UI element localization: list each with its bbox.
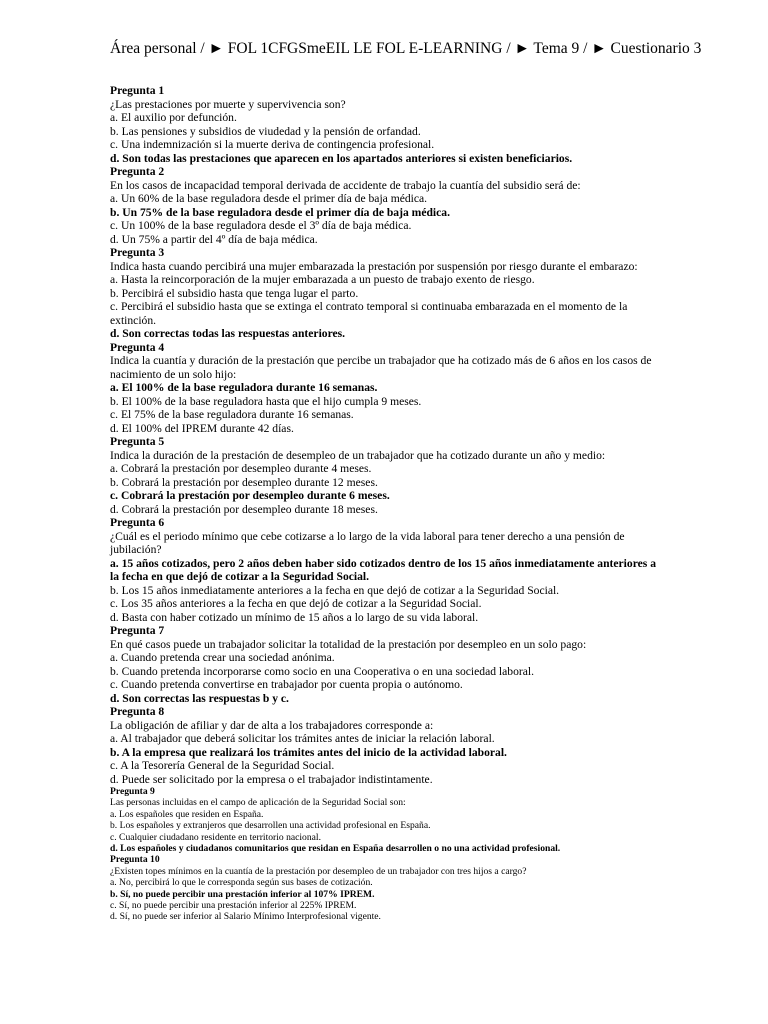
question-title: Pregunta 3 <box>110 246 165 259</box>
quiz-questions <box>110 84 662 923</box>
question-text: Indica la cuantía y duración de la prestación que percibe un trabajador que ha cotizado más de 6 años en los casos de nacimiento de un solo hijo: <box>110 354 652 381</box>
question-text: La obligación de afiliar y dar de alta a los trabajadores corresponde a: <box>110 718 434 732</box>
question-title: Pregunta 10 <box>110 854 160 866</box>
correct-answer-option: b. Un 75% de la base reguladora desde el primer día de baja médica. <box>110 205 450 219</box>
answer-option: d. El 100% del IPREM durante 42 días. <box>110 421 294 435</box>
question-6 <box>110 516 662 624</box>
question-title: Pregunta 1 <box>110 84 165 97</box>
correct-answer-option: a. El 100% de la base reguladora durante 16 semanas. <box>110 381 378 394</box>
answer-option: a. Un 60% de la base reguladora desde el primer día de baja médica. <box>110 192 428 205</box>
answer-option: b. Cuando pretenda incorporarse como socio en una Cooperativa o en una sociedad laboral. <box>110 664 534 678</box>
question-text: Indica la duración de la prestación de desempleo de un trabajador que ha cotizado durante un año y medio: <box>110 448 606 462</box>
answer-option: b. El 100% de la base reguladora hasta que el hijo cumpla 9 meses. <box>110 394 422 408</box>
answer-option: d. Cobrará la prestación por desempleo durante 18 meses. <box>110 502 378 516</box>
answer-option: d. Un 75% a partir del 4º día de baja médica. <box>110 232 318 246</box>
answer-option: c. El 75% de la base reguladora durante 16 semanas. <box>110 408 354 421</box>
question-text: ¿Cuál es el periodo mínimo que cebe cotizarse a lo largo de la vida laboral para tener derecho a una pensión de jubilación? <box>110 529 625 556</box>
answer-option: b. Percibirá el subsidio hasta que tenga lugar el parto. <box>110 286 359 300</box>
question-title: Pregunta 2 <box>110 165 165 178</box>
answer-option: d. Basta con haber cotizado un mínimo de 15 años a lo largo de su vida laboral. <box>110 610 479 624</box>
correct-answer-option: c. Cobrará la prestación por desempleo durante 6 meses. <box>110 489 390 502</box>
answer-option: b. Cobrará la prestación por desempleo durante 12 meses. <box>110 475 378 489</box>
question-9 <box>110 786 662 854</box>
correct-answer-option: d. Son todas las prestaciones que aparecen en los apartados anteriores si existen beneficiarios. <box>110 151 573 165</box>
question-text: ¿Existen topes mínimos en la cuantía de la prestación por desempleo de un trabajador con tres hijos a cargo? <box>110 865 527 877</box>
breadcrumb: Área personal / ► FOL 1CFGSmeEIL LE FOL E-LEARNING / ► Tema 9 / ► Cuestionario 3 <box>110 40 702 57</box>
question-10 <box>110 854 662 922</box>
answer-option: a. No, percibirá lo que le corresponda según sus bases de cotización. <box>110 877 373 889</box>
question-3 <box>110 246 662 341</box>
answer-option: b. Las pensiones y subsidios de viudedad y la pensión de orfandad. <box>110 124 421 138</box>
question-7 <box>110 624 662 705</box>
answer-option: c. Un 100% de la base reguladora desde el 3º día de baja médica. <box>110 219 412 232</box>
question-title: Pregunta 6 <box>110 516 165 529</box>
correct-answer-option: a. 15 años cotizados, pero 2 años deben haber sido cotizados dentro de los 15 años inmediatamente anteriores a la fecha en que dejó de cotizar a la Seguridad Social. <box>110 556 656 583</box>
answer-option: a. Al trabajador que deberá solicitar los trámites antes de iniciar la relación laboral. <box>110 732 495 745</box>
answer-option: a. Cuando pretenda crear una sociedad anónima. <box>110 651 335 664</box>
answer-option: b. Los españoles y extranjeros que desarrollen una actividad profesional en España. <box>110 820 431 832</box>
question-title: Pregunta 7 <box>110 624 165 637</box>
answer-option: a. El auxilio por defunción. <box>110 111 237 124</box>
question-text: Las personas incluidas en el campo de aplicación de la Seguridad Social son: <box>110 797 406 809</box>
question-title: Pregunta 8 <box>110 705 165 718</box>
answer-option: c. Cualquier ciudadano residente en territorio nacional. <box>110 831 321 843</box>
correct-answer-option: d. Los españoles y ciudadanos comunitarios que residan en España desarrollen o no una actividad profesional. <box>110 843 561 855</box>
question-8 <box>110 705 662 786</box>
answer-option: c. Percibirá el subsidio hasta que se extinga el contrato temporal si continuaba embarazada en el momento de la extinción. <box>110 300 628 327</box>
answer-option: d. Sí, no puede ser inferior al Salario Mínimo Interprofesional vigente. <box>110 911 381 923</box>
question-2 <box>110 165 662 246</box>
correct-answer-option: d. Son correctas todas las respuestas anteriores. <box>110 327 346 340</box>
answer-option: c. Sí, no puede percibir una prestación inferior al 225% IPREM. <box>110 900 357 912</box>
question-5 <box>110 435 662 516</box>
question-text: En qué casos puede un trabajador solicitar la totalidad de la prestación por desempleo en un solo pago: <box>110 637 587 651</box>
question-text: En los casos de incapacidad temporal derivada de accidente de trabajo la cuantía del subsidio será de: <box>110 178 581 192</box>
answer-option: c. Los 35 años anteriores a la fecha en que dejó de cotizar a la Seguridad Social. <box>110 597 482 610</box>
question-4 <box>110 341 662 436</box>
answer-option: a. Cobrará la prestación por desempleo durante 4 meses. <box>110 462 372 475</box>
answer-option: c. Una indemnización si la muerte deriva de contingencia profesional. <box>110 138 435 151</box>
answer-option: a. Los españoles que residen en España. <box>110 808 264 820</box>
question-text: Indica hasta cuando percibirá una mujer embarazada la prestación por suspensión por riesgo durante el embarazo: <box>110 259 638 273</box>
question-title: Pregunta 4 <box>110 340 165 354</box>
correct-answer-option: b. A la empresa que realizará los trámites antes del inicio de la actividad laboral. <box>110 745 507 759</box>
answer-option: c. Cuando pretenda convertirse en trabajador por cuenta propia o autónomo. <box>110 678 463 691</box>
question-text: ¿Las prestaciones por muerte y supervivencia son? <box>110 97 346 111</box>
answer-option: a. Hasta la reincorporación de la mujer embarazada a un puesto de trabajo exento de riesgo. <box>110 273 535 286</box>
question-title: Pregunta 9 <box>110 786 155 797</box>
answer-option: c. A la Tesorería General de la Seguridad Social. <box>110 759 335 772</box>
question-1 <box>110 84 662 165</box>
question-title: Pregunta 5 <box>110 435 165 448</box>
correct-answer-option: d. Son correctas las respuestas b y c. <box>110 691 289 705</box>
correct-answer-option: b. Sí, no puede percibir una prestación inferior al 107% IPREM. <box>110 888 375 900</box>
answer-option: b. Los 15 años inmediatamente anteriores a la fecha en que dejó de cotizar a la Seguridad Social. <box>110 583 560 597</box>
answer-option: d. Puede ser solicitado por la empresa o el trabajador indistintamente. <box>110 772 433 786</box>
